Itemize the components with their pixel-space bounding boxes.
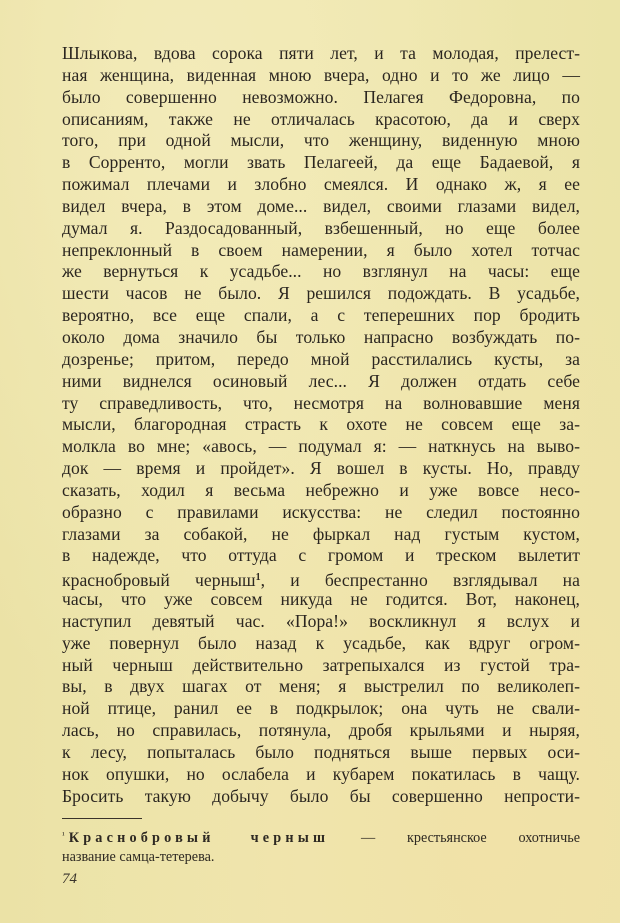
text-line: непреклонный в своем намерении, я было хотел тотчас (62, 239, 580, 260)
text-line: ту справедливость, что, несмотря на волновавшие меня (62, 392, 580, 413)
footnote-line: название самца-тетерева. (62, 849, 215, 865)
text-line: часы, что уже совсем никуда не годится. Вот, наконец, (62, 589, 580, 610)
text-line: дозренье; притом, передо мной расстилались кусты, за (62, 348, 580, 369)
text-line: вы, в двух шагах от меня; я выстрелил по великолеп- (62, 676, 580, 697)
text-line: уже повернул было назад к усадьбе, как вдруг огром- (62, 632, 580, 653)
text-line: того, при одной мысли, что женщину, виденную мною (62, 130, 580, 151)
text-line: ними виднелся осиновый лес... Я должен отдать себе (62, 370, 580, 391)
footnote-term: Краснобровый черныш (68, 830, 330, 846)
text-line: ный черныш действительно затрепыхался из густой тра- (62, 654, 580, 675)
text-line: шести часов не было. Я решился подождать. В усадьбе, (62, 283, 580, 304)
text-segment: , и беспрестанно взглядывал на (260, 570, 580, 591)
text-line: нок опушки, но ослабела и кубарем покатилась в чащу. (62, 763, 580, 784)
footnote-marker: ¹ (62, 830, 65, 840)
text-line: к лесу, попыталась было подняться выше первых оси- (62, 742, 580, 762)
text-line: сказать, ходил я весьма небрежно и уже вовсе несо- (62, 479, 580, 500)
text-line: образно с правилами искусства: не следил постоянно (62, 501, 580, 522)
text-line: же вернуться к усадьбе... но взглянул на часы: еще (62, 261, 580, 282)
page-number: 74 (62, 871, 77, 887)
text-line: молкла во мне; «авось, — подумал я: — наткнусь на выво- (62, 436, 580, 457)
text-line: ная женщина, виденная мною вчера, одно и то же лицо — (62, 64, 580, 85)
text-line: думал я. Раздосадованный, взбешенный, но еще более (62, 217, 580, 238)
text-line: было совершенно невозможно. Пелагея Федоровна, по (62, 86, 580, 107)
text-line: док — время и пройдет». Я вошел в кусты. Но, правду (62, 458, 580, 479)
text-line: вероятно, все еще спали, а с теперешних пор бродить (62, 305, 580, 326)
footnote-line (62, 826, 580, 848)
text-line: в надежде, что оттуда с громом и треском вылетит (62, 545, 580, 566)
text-segment: краснобровый черныш (62, 570, 256, 591)
text-line: описаниям, также не отличалась красотою, да и сверх (62, 108, 580, 129)
text-line: в Сорренто, могли звать Пелагеей, да еще Бадаевой, я (62, 152, 580, 173)
text-line: мысли, благородная страсть к охоте не совсем еще за- (62, 414, 580, 435)
text-line: видел вчера, в этом доме... видел, своими глазами видел, (62, 195, 580, 216)
text-line: глазами за собакой, не фыркал над густым кустом, (62, 523, 580, 544)
footnote (62, 826, 580, 867)
text-line: наступил девятый час. «Пора!» воскликнул я вслух и (62, 610, 580, 631)
text-line: лась, но справилась, потянула, дробя крыльями и ныряя, (62, 720, 580, 741)
text-line: около дома значило бы только напрасно возбуждать по- (62, 326, 580, 347)
footnote-divider (62, 818, 142, 819)
footnote-reference[interactable]: 1 (255, 572, 261, 584)
text-line-with-footnote-ref (62, 567, 580, 589)
text-line: пожимал плечами и злобно смеялся. И однако ж, я ее (62, 174, 580, 195)
text-line: Бросить такую добычу было бы совершенно непрости- (62, 785, 580, 806)
book-page-body (62, 43, 580, 808)
text-line: ной птице, ранил ее в подкрылок; она чуть не свали- (62, 698, 580, 719)
footnote-definition: — крестьянское охотничье (329, 830, 580, 846)
text-line: Шлыкова, вдова сорока пяти лет, и та молодая, прелест- (62, 43, 580, 63)
